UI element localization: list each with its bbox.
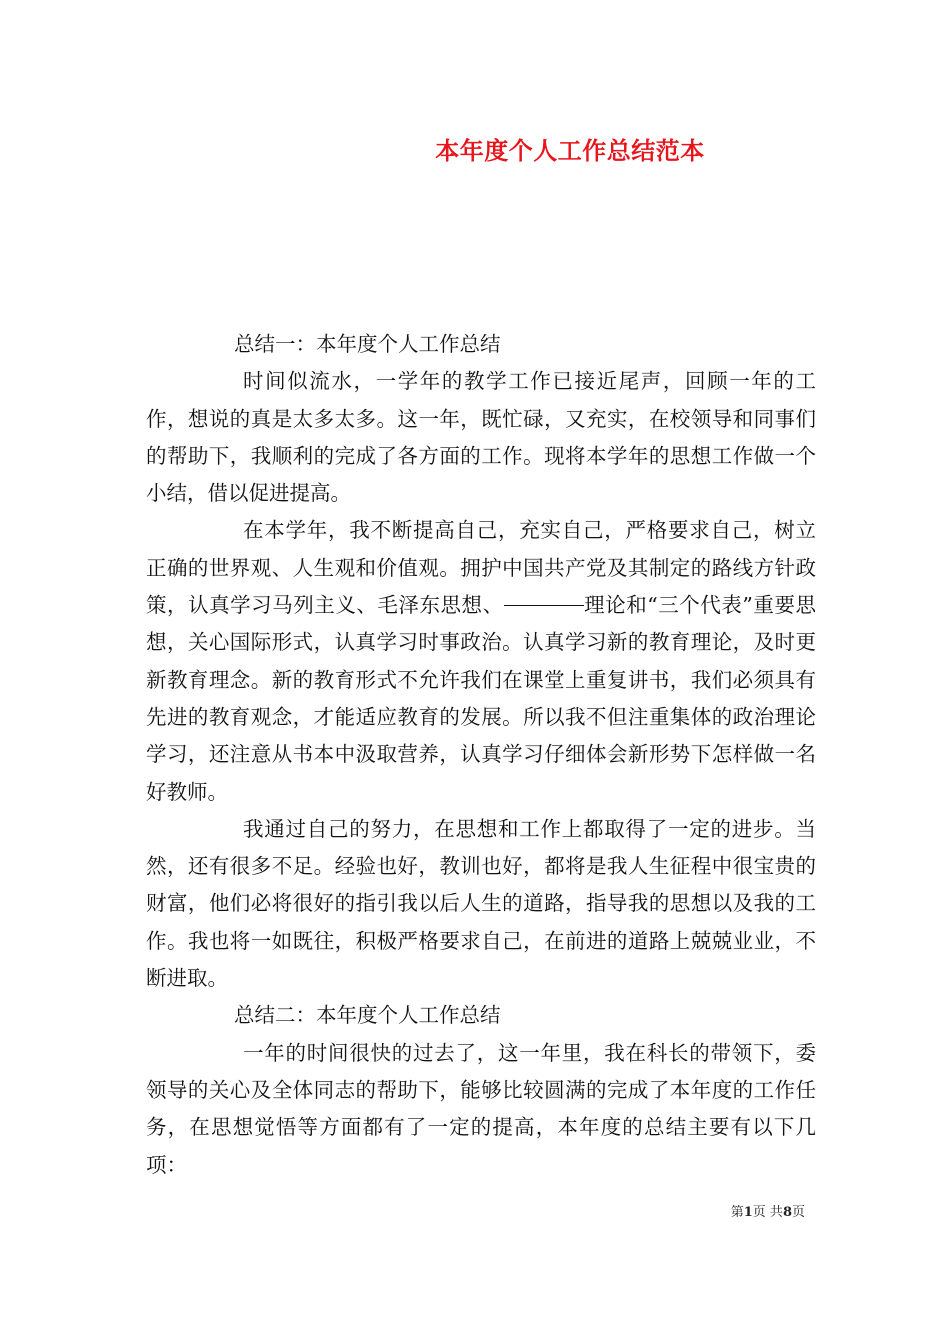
footer-middle: 页 共	[752, 1205, 783, 1220]
document-body	[146, 326, 816, 1184]
paragraph: 时间似流水，一学年的教学工作已接近尾声，回顾一年的工作，想说的真是太多太多。这一年，既忙碌，又充实，在校领导和同事们的帮助下，我顺利的完成了各方面的工作。现将本学年的思想工作做一个小结，借以促进提高。	[146, 369, 816, 506]
footer-prefix: 第	[730, 1205, 744, 1220]
paragraph	[146, 512, 816, 810]
section-heading-1: 总结一：本年度个人工作总结	[234, 332, 501, 356]
paragraph-text: 在本学年，我不断提高自己，充实自己，严格要求自己，树立正确的世界观、人生观和价值观。拥护中国共产党及其制定的路线方针政策，认真学习马列主义、毛泽东思想、	[146, 518, 816, 618]
footer-suffix: 页	[791, 1205, 805, 1220]
fill-in-blank	[504, 604, 584, 606]
footer-current-page: 1	[743, 1205, 753, 1220]
section-heading-2: 总结二：本年度个人工作总结	[234, 1003, 501, 1028]
document-title: 本年度个人工作总结范本	[435, 136, 705, 165]
footer-total-pages: 8	[782, 1205, 792, 1220]
paragraph-text: 理论和“三个代表”重要思想，关心国际形式，认真学习时事政治。认真学习新的教育理论，及时更新教育理念。新的教育形式不允许我们在课堂上重复讲书，我们必须具有先进的教育观念，才能适应教育的发展。所以我不但注重集体的政治理论学习，还注意从书本中汲取营养，认真学习仔细体会新形势下怎样做一名好教师。	[146, 593, 816, 804]
page-footer	[650, 1204, 805, 1222]
paragraph: 我通过自己的努力，在思想和工作上都取得了一定的进步。当然，还有很多不足。经验也好，教训也好，都将是我人生征程中很宝贵的财富，他们必将很好的指引我以后人生的道路，指导我的思想以及我的工作。我也将一如既往，积极严格要求自己，在前进的道路上兢兢业业，不断进取。	[146, 816, 816, 991]
paragraph: 一年的时间很快的过去了，这一年里，我在科长的带领下，委领导的关心及全体同志的帮助下，能够比较圆满的完成了本年度的工作任务，在思想觉悟等方面都有了一定的提高，本年度的总结主要有以下几项：	[146, 1040, 816, 1177]
